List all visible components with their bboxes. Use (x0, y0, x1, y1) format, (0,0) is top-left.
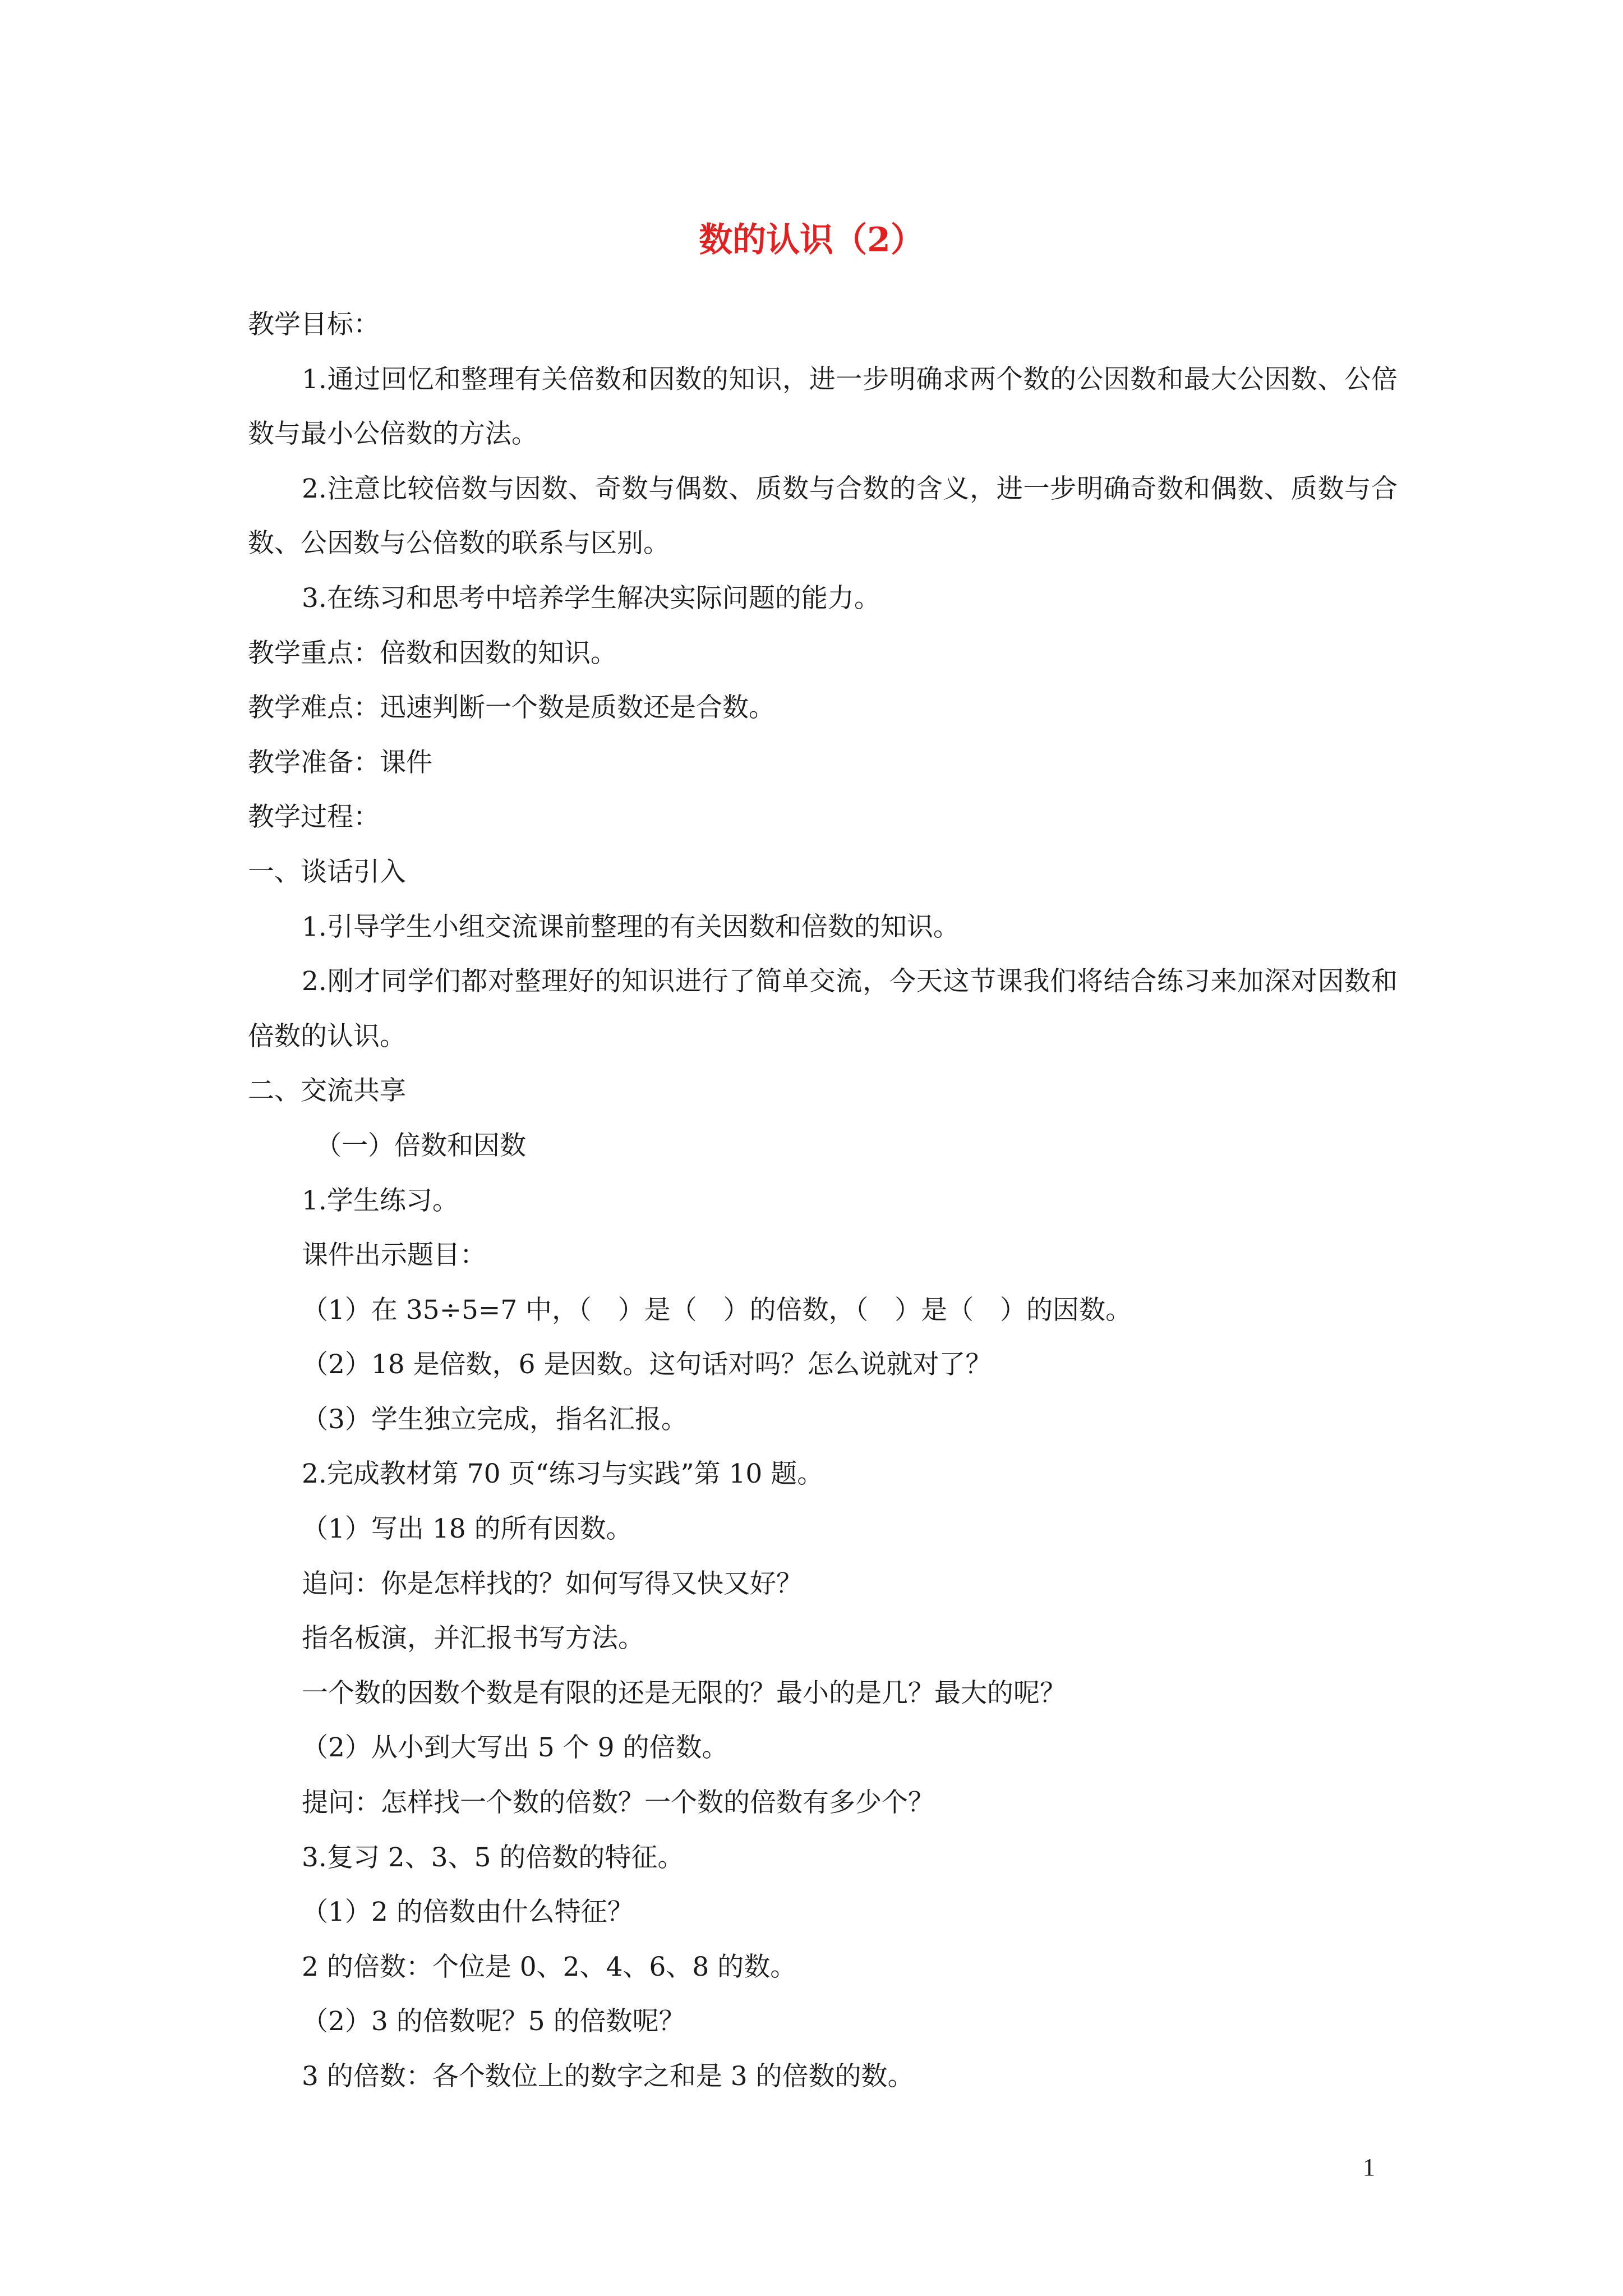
section-1-item-1: 1.引导学生小组交流课前整理的有关因数和倍数的知识。 (302, 911, 960, 942)
text-line: 1.学生练习。 (302, 1185, 459, 1216)
text-line: 2 的倍数：个位是 0、2、4、6、8 的数。 (302, 1951, 797, 1982)
page-number: 1 (1363, 2154, 1375, 2181)
text-line: （2）从小到大写出 5 个 9 的倍数。 (302, 1732, 728, 1764)
section-1-item-2: 2.刚才同学们都对整理好的知识进行了简单交流，今天这节课我们将结合练习来加深对因数和倍数的认识。 (248, 966, 1398, 1052)
text-line: 3 的倍数：各个数位上的数字之和是 3 的倍数的数。 (302, 2061, 914, 2092)
text-line: 3.复习 2、3、5 的倍数的特征。 (302, 1842, 684, 1873)
text-line: （1）2 的倍数由什么特征？ (302, 1897, 634, 1928)
preparation: 教学准备：课件 (248, 747, 432, 778)
section-2-heading: 二、交流共享 (248, 1075, 406, 1107)
page-title: 数的认识（2） (699, 220, 924, 260)
text-line: （2）18 是倍数，6 是因数。这句话对吗？怎么说就对了？ (302, 1349, 992, 1381)
process-heading: 教学过程： (248, 802, 380, 833)
text-line: （2）3 的倍数呢？5 的倍数呢？ (302, 2006, 685, 2037)
text-line: 一个数的因数个数是有限的还是无限的？最小的是几？最大的呢？ (302, 1677, 1066, 1709)
text-line: 追问：你是怎样找的？如何写得又快又好？ (302, 1568, 803, 1599)
text-line: （3）学生独立完成，指名汇报。 (302, 1404, 688, 1435)
section-1-heading: 一、谈话引入 (248, 856, 406, 887)
key-point: 教学重点：倍数和因数的知识。 (248, 637, 617, 669)
goals-heading: 教学目标： (248, 309, 380, 340)
goal-3: 3.在练习和思考中培养学生解决实际问题的能力。 (302, 582, 880, 614)
text-line: 指名板演，并汇报书写方法。 (302, 1623, 644, 1654)
goal-1: 1.通过回忆和整理有关倍数和因数的知识，进一步明确求两个数的公因数和最大公因数、公倍数与最小公倍数的方法。 (248, 364, 1398, 450)
text-line: （1）在 35÷5=7 中，（ ）是（ ）的倍数，（ ）是（ ）的因数。 (302, 1294, 1132, 1326)
text-line: 提问：怎样找一个数的倍数？一个数的倍数有多少个？ (302, 1787, 934, 1819)
goal-2: 2.注意比较倍数与因数、奇数与偶数、质数与合数的含义，进一步明确奇数和偶数、质数与合数、公因数与公倍数的联系与区别。 (248, 473, 1398, 559)
document-body (248, 297, 1398, 2104)
text-line: （1）写出 18 的所有因数。 (302, 1513, 633, 1545)
difficulty: 教学难点：迅速判断一个数是质数还是合数。 (248, 692, 775, 724)
text-line: 2.完成教材第 70 页“练习与实践”第 10 题。 (302, 1458, 824, 1490)
text-line: 课件出示题目： (302, 1240, 486, 1271)
section-2-sub-1: （一）倍数和因数 (315, 1130, 526, 1161)
